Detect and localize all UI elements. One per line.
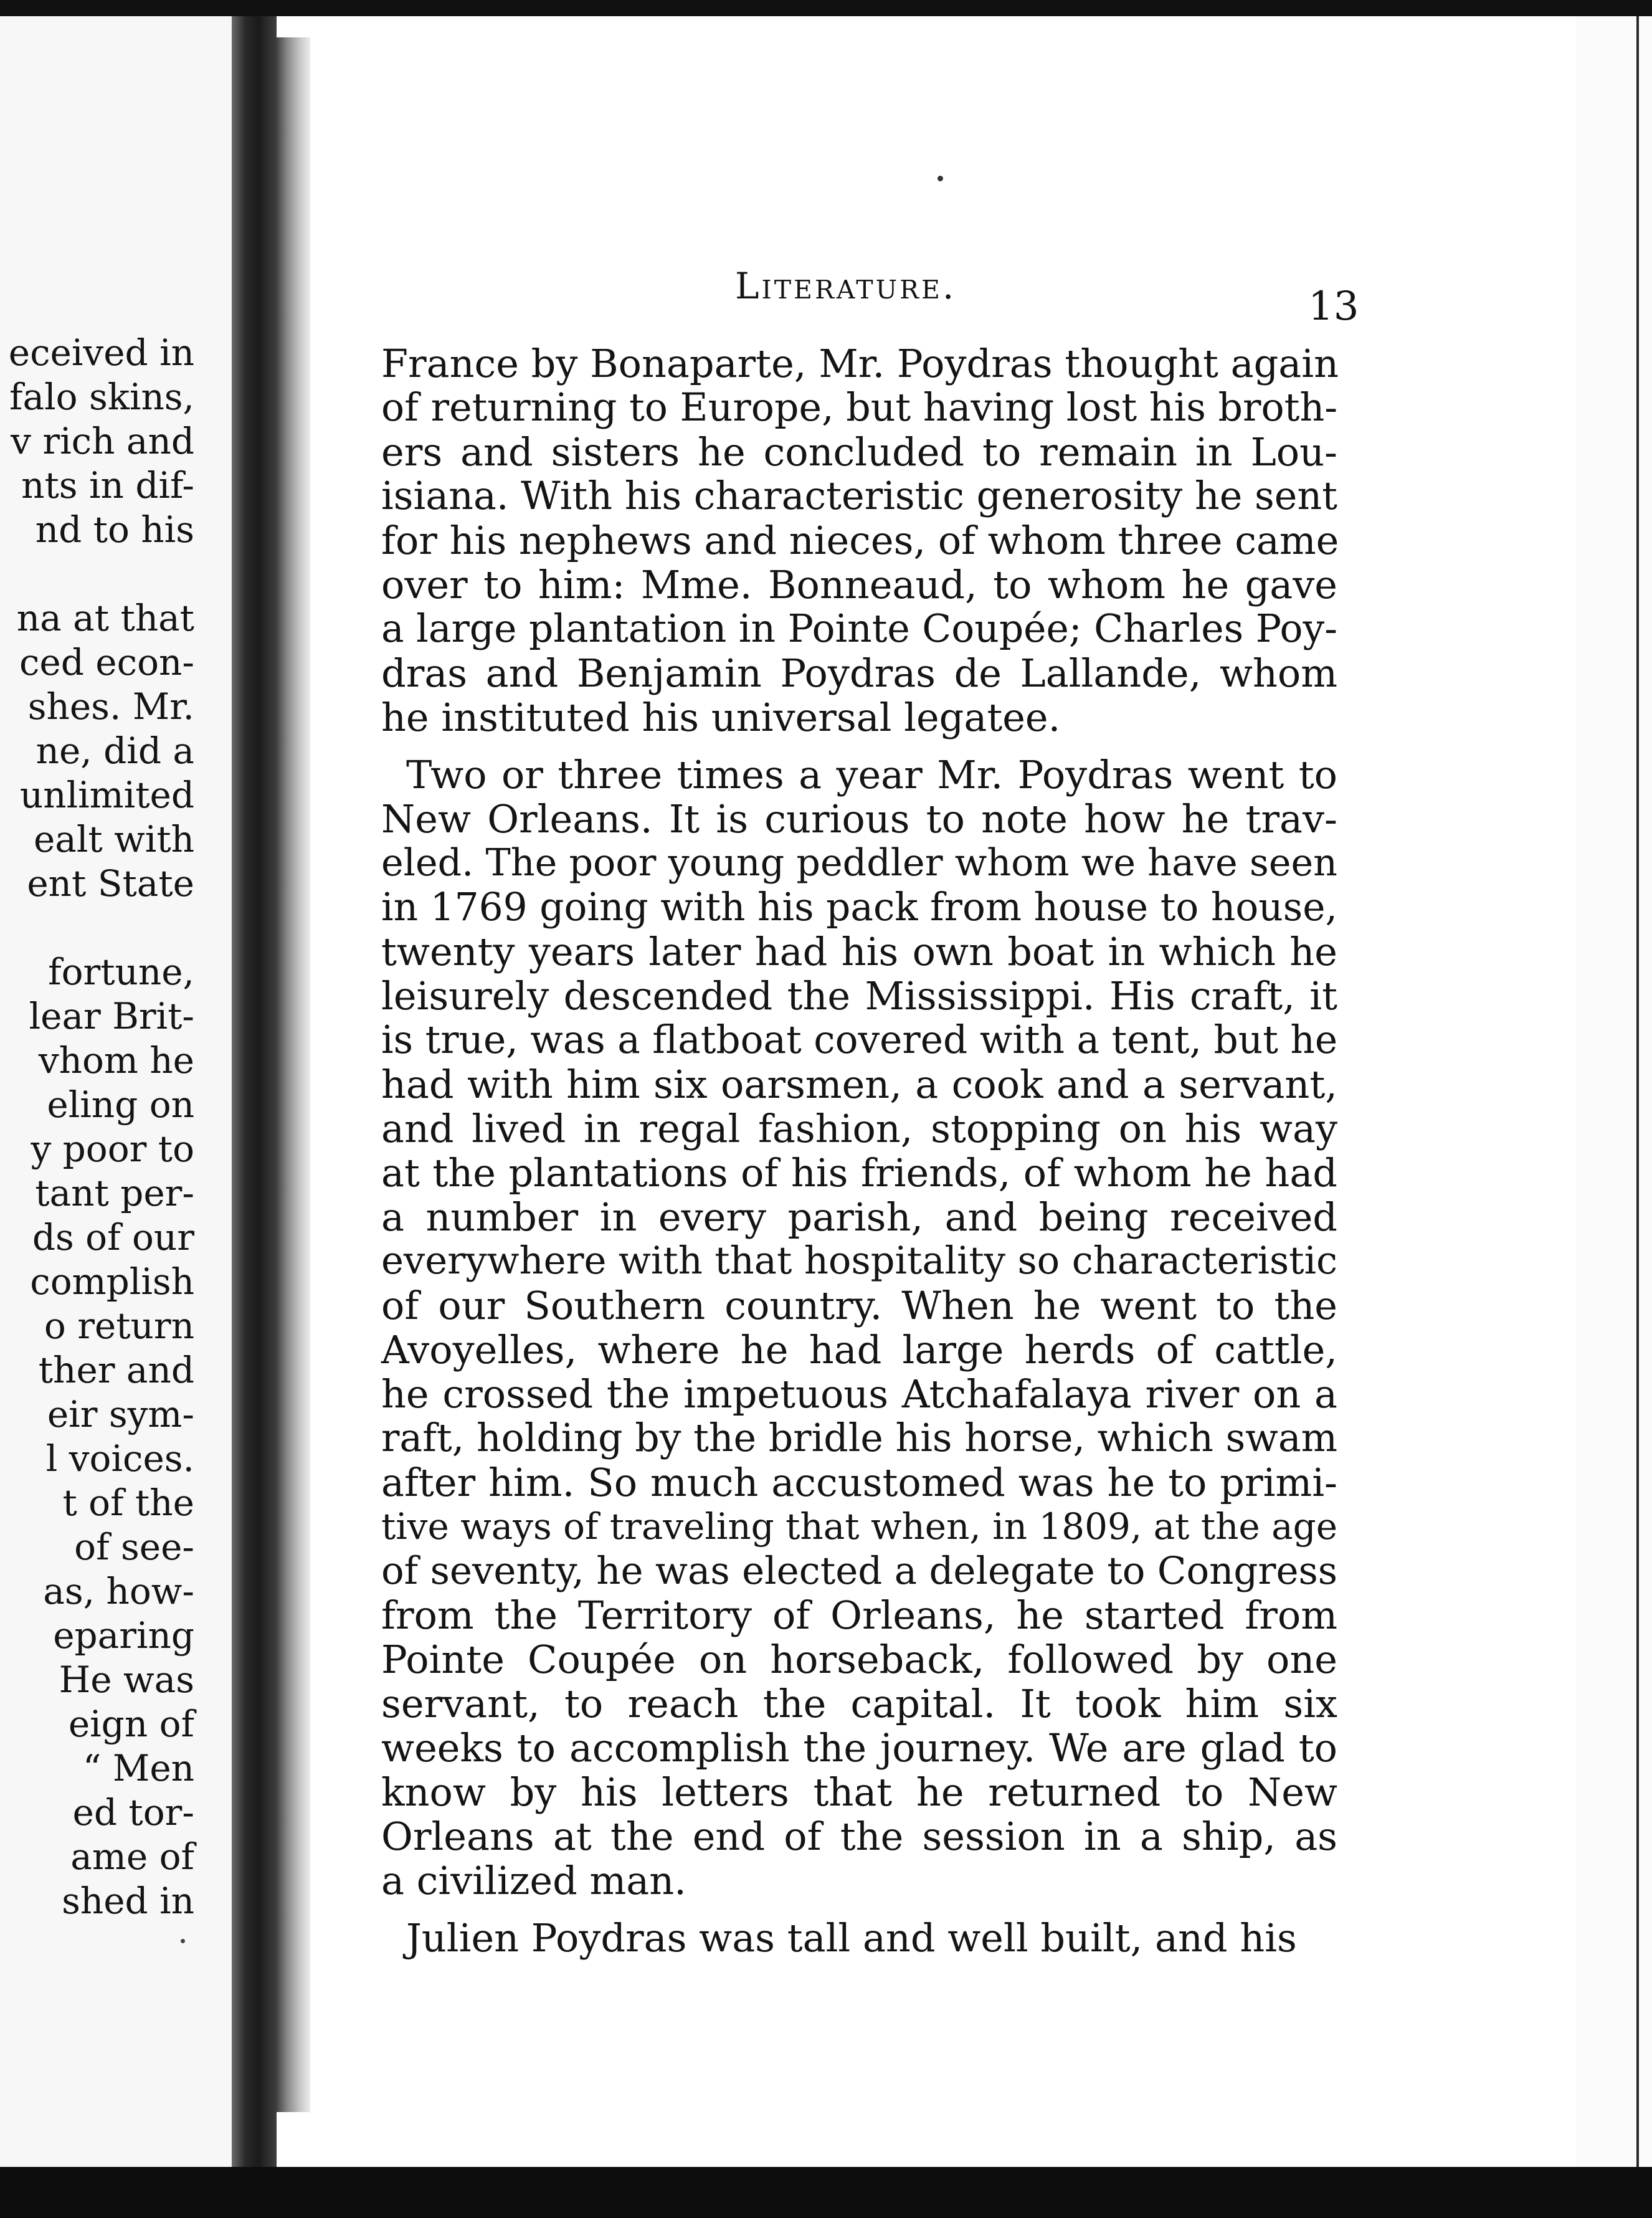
text-line: Two or three times a year Mr. Poydras went to — [406, 752, 1337, 797]
page-spine-shadow — [275, 37, 310, 2112]
facing-page-line: ds of our — [32, 1216, 194, 1259]
facing-page-line: ealt with — [33, 818, 194, 860]
facing-page-line: ame of — [70, 1835, 194, 1878]
text-line: weeks to accomplish the journey. We are glad to — [381, 1725, 1337, 1771]
text-line: for his nephews and nieces, of whom three came — [381, 518, 1339, 563]
text-line: New Orleans. It is curious to note how he trav- — [381, 796, 1337, 842]
facing-page-line: ent State — [27, 862, 194, 905]
text-line: Avoyelles, where he had large herds of cattle, — [381, 1327, 1337, 1373]
text-line: everywhere with that hospitality so characteristic — [381, 1239, 1337, 1283]
scan-border-right — [1636, 16, 1639, 2167]
facing-page-line: unlimited — [19, 774, 194, 816]
facing-page-line: ed tor- — [72, 1791, 194, 1834]
facing-page-line: tant per- — [35, 1172, 194, 1214]
text-line: at the plantations of his friends, of whom he had — [381, 1150, 1337, 1196]
facing-page-line: t of the — [62, 1482, 194, 1524]
text-line: raft, holding by the bridle his horse, which swam — [381, 1416, 1337, 1460]
facing-page-line: vhom he — [38, 1039, 194, 1082]
facing-page-line: He was — [59, 1659, 194, 1701]
text-line: of seventy, he was elected a delegate to Congress — [381, 1549, 1337, 1593]
text-line: twenty years later had his own boat in which he — [381, 929, 1337, 974]
facing-page-line: ced econ- — [19, 641, 194, 683]
ink-speck — [181, 1939, 185, 1943]
page-gutter — [232, 16, 277, 2167]
facing-page-line: eceived in — [8, 331, 194, 374]
facing-page-line: l voices. — [45, 1437, 194, 1480]
text-line: he crossed the impetuous Atchafalaya river on a — [381, 1371, 1337, 1417]
text-line: after him. So much accustomed was he to primi- — [381, 1460, 1337, 1505]
facing-page-line: eir sym- — [47, 1393, 194, 1435]
text-line: a number in every parish, and being received — [381, 1194, 1337, 1240]
ink-speck — [938, 176, 943, 181]
text-line: over to him: Mme. Bonneaud, to whom he gave — [381, 562, 1337, 607]
text-line: and lived in regal fashion, stopping on his way — [381, 1106, 1337, 1151]
facing-page-line: na at that — [16, 597, 194, 639]
facing-page-line: eling on — [47, 1083, 194, 1126]
text-line: Orleans at the end of the session in a ship, as — [381, 1814, 1337, 1859]
facing-page-line: nts in dif- — [21, 464, 194, 507]
text-line: eled. The poor young peddler whom we have seen — [381, 841, 1337, 885]
page-body — [381, 341, 1337, 1960]
facing-page-line: “ Men — [82, 1747, 194, 1789]
facing-page-line: ne, did a — [36, 730, 194, 772]
text-line: a large plantation in Pointe Coupée; Charles Poy- — [381, 607, 1337, 651]
text-line: tive ways of traveling that when, in 1809, at the age — [381, 1505, 1337, 1548]
text-line: servant, to reach the capital. It took him six — [381, 1681, 1337, 1726]
scan-border-bottom — [0, 2167, 1652, 2218]
text-line: isiana. With his characteristic generosity he sent — [381, 474, 1337, 518]
text-line: of returning to Europe, but having lost his broth- — [381, 385, 1338, 430]
text-line: in 1769 going with his pack from house to house, — [381, 885, 1337, 930]
facing-page-line: fortune, — [48, 951, 194, 993]
text-line: France by Bonaparte, Mr. Poydras thought again — [381, 341, 1339, 386]
facing-page-line: ther and — [38, 1349, 194, 1391]
text-line: is true, was a flatboat covered with a tent, but he — [381, 1018, 1338, 1062]
text-line: Pointe Coupée on horseback, followed by one — [381, 1637, 1337, 1682]
facing-page — [0, 16, 249, 2167]
text-line: know by his letters that he returned to New — [381, 1769, 1337, 1815]
text-line: from the Territory of Orleans, he started from — [381, 1592, 1337, 1638]
facing-page-line: of see- — [74, 1526, 194, 1568]
text-line: of our Southern country. When he went to the — [381, 1283, 1337, 1328]
text-line: a civilized man. — [381, 1858, 686, 1903]
facing-page-line: v rich and — [11, 420, 194, 462]
text-line: ers and sisters he concluded to remain in Lou- — [381, 429, 1337, 475]
facing-page-line: o return — [44, 1305, 194, 1347]
facing-page-line: eign of — [68, 1703, 194, 1745]
text-line: Julien Poydras was tall and well built, and his — [406, 1915, 1297, 1961]
text-line: he instituted his universal legatee. — [381, 695, 1061, 740]
facing-page-line: lear Brit- — [29, 995, 194, 1037]
text-line: had with him six oarsmen, a cook and a servant, — [381, 1062, 1337, 1107]
facing-page-line: shes. Mr. — [27, 685, 194, 728]
facing-page-line: falo skins, — [9, 376, 194, 418]
text-line: dras and Benjamin Poydras de Lallande, whom — [381, 650, 1337, 696]
scan-border-top — [0, 0, 1652, 16]
facing-page-line: shed in — [62, 1880, 194, 1922]
page-number: 13 — [1308, 283, 1359, 330]
facing-page-line: as, how- — [43, 1570, 194, 1612]
text-line: leisurely descended the Mississippi. His craft, it — [381, 973, 1337, 1019]
running-head: Literature. — [735, 265, 957, 307]
facing-page-line: eparing — [53, 1614, 194, 1657]
facing-page-line: nd to his — [35, 508, 194, 551]
facing-page-line: complish — [30, 1260, 194, 1303]
facing-page-line: y poor to — [31, 1128, 194, 1170]
page-margin-right — [1576, 16, 1652, 2167]
